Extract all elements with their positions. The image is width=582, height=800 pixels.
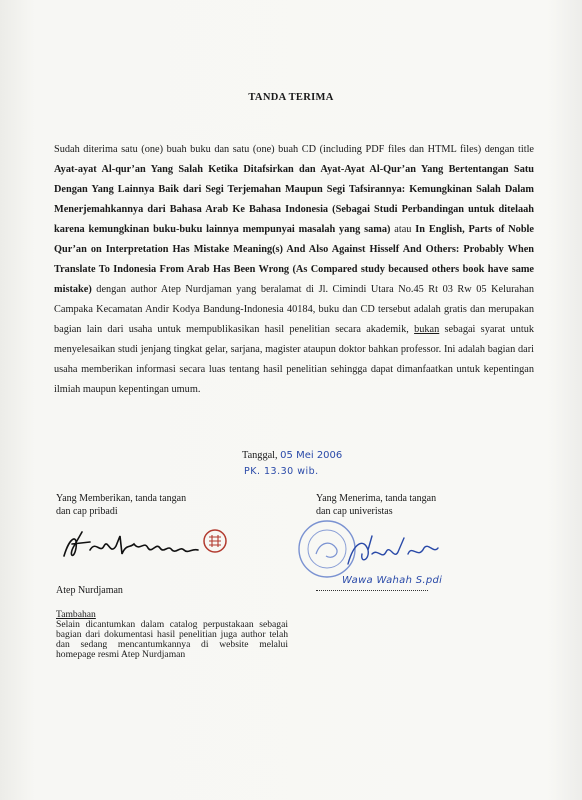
giver-block: [56, 492, 186, 518]
addendum-text: Selain dicantumkan dalam catalog perpustakaan sebagai bagian dari dokumentasi hasil penelitian juga author telah dan sedang mencantumkannya di website melalui homepage resmi Atep Nurdjaman: [56, 619, 288, 660]
body-text-3: dengan author Atep Nurdjaman yang beralamat di Jl. Cimindi Utara No.45 Rt 03 Rw 05 Kelurahan Campaka Kecamatan Andir Kodya Bandung-Indonesia 40184, buku dan CD tersebut adalah gratis dan merupakan bagian lain dari usaha untuk mempublikasikan hasil penelitian secara akademik,: [54, 284, 534, 335]
document-title: TANDA TERIMA: [248, 92, 334, 103]
receiver-block: [316, 492, 436, 518]
addendum-heading: Tambahan: [56, 609, 96, 620]
date-label: Tanggal,: [242, 450, 278, 461]
receiver-line-1: Yang Menerima, tanda tangan: [316, 493, 437, 504]
receipt-body: [54, 140, 534, 400]
body-text-2: atau: [390, 224, 416, 235]
body-text-4: sebagai syarat untuk menyelesaikan studi jenjang tingkat gelar, sarjana, magister ataupun doktor bahkan professor. Ini adalah bagian dari usaha memberikan informasi secara luas tentang hasil penelitian sehingga dapat dimanfaatkan untuk kepentingan ilmiah maupun kepentingan umum.: [54, 324, 534, 395]
giver-line-1: Yang Memberikan, tanda tangan: [56, 493, 187, 504]
receiver-line-2: dan cap univeristas: [316, 506, 393, 517]
addendum: [56, 610, 288, 660]
handwritten-time: PK. 13.30 wib.: [244, 466, 319, 477]
signature-dotted-line: [316, 590, 428, 591]
date-line: [242, 450, 342, 461]
body-text-1: Sudah diterima satu (one) buah buku dan satu (one) buah CD (including PDF files dan HTML files) dengan title: [54, 144, 534, 155]
handwritten-date: 05 Mei 2006: [280, 450, 343, 461]
receiver-name-handwritten: Wawa Wahah S.pdi: [342, 575, 443, 586]
giver-name: Atep Nurdjaman: [56, 585, 123, 596]
book-title-indonesian: Ayat-ayat Al-qur’an Yang Salah Ketika Ditafsirkan dan Ayat-Ayat Al-Qur’an Yang Bertentangan Satu Dengan Yang Lainnya Baik dari Segi Terjemahan Maupun Segi Tafsirannya: Kemungkinan Salah Dalam Menerjemahkannya dari Bahasa Arab Ke Bahasa Indonesia (Sebagai Studi Perbandingan untuk ditelaah karena kemungkinan buku-buku lainnya mempunyai masalah yang sama): [54, 164, 534, 235]
personal-seal: [202, 528, 228, 554]
giver-signature: [60, 526, 210, 566]
receiver-signature: [338, 530, 448, 574]
underlined-word: bukan: [414, 324, 440, 335]
giver-line-2: dan cap pribadi: [56, 506, 118, 517]
book-title-english: In English, Parts of Noble Qur’an on Interpretation Has Mistake Meaning(s) And Also Against Hisself And Others: Probably When Translate To Indonesia From Arab Has Been Wrong (As Compared study becaused others book have same mistake): [54, 224, 534, 295]
